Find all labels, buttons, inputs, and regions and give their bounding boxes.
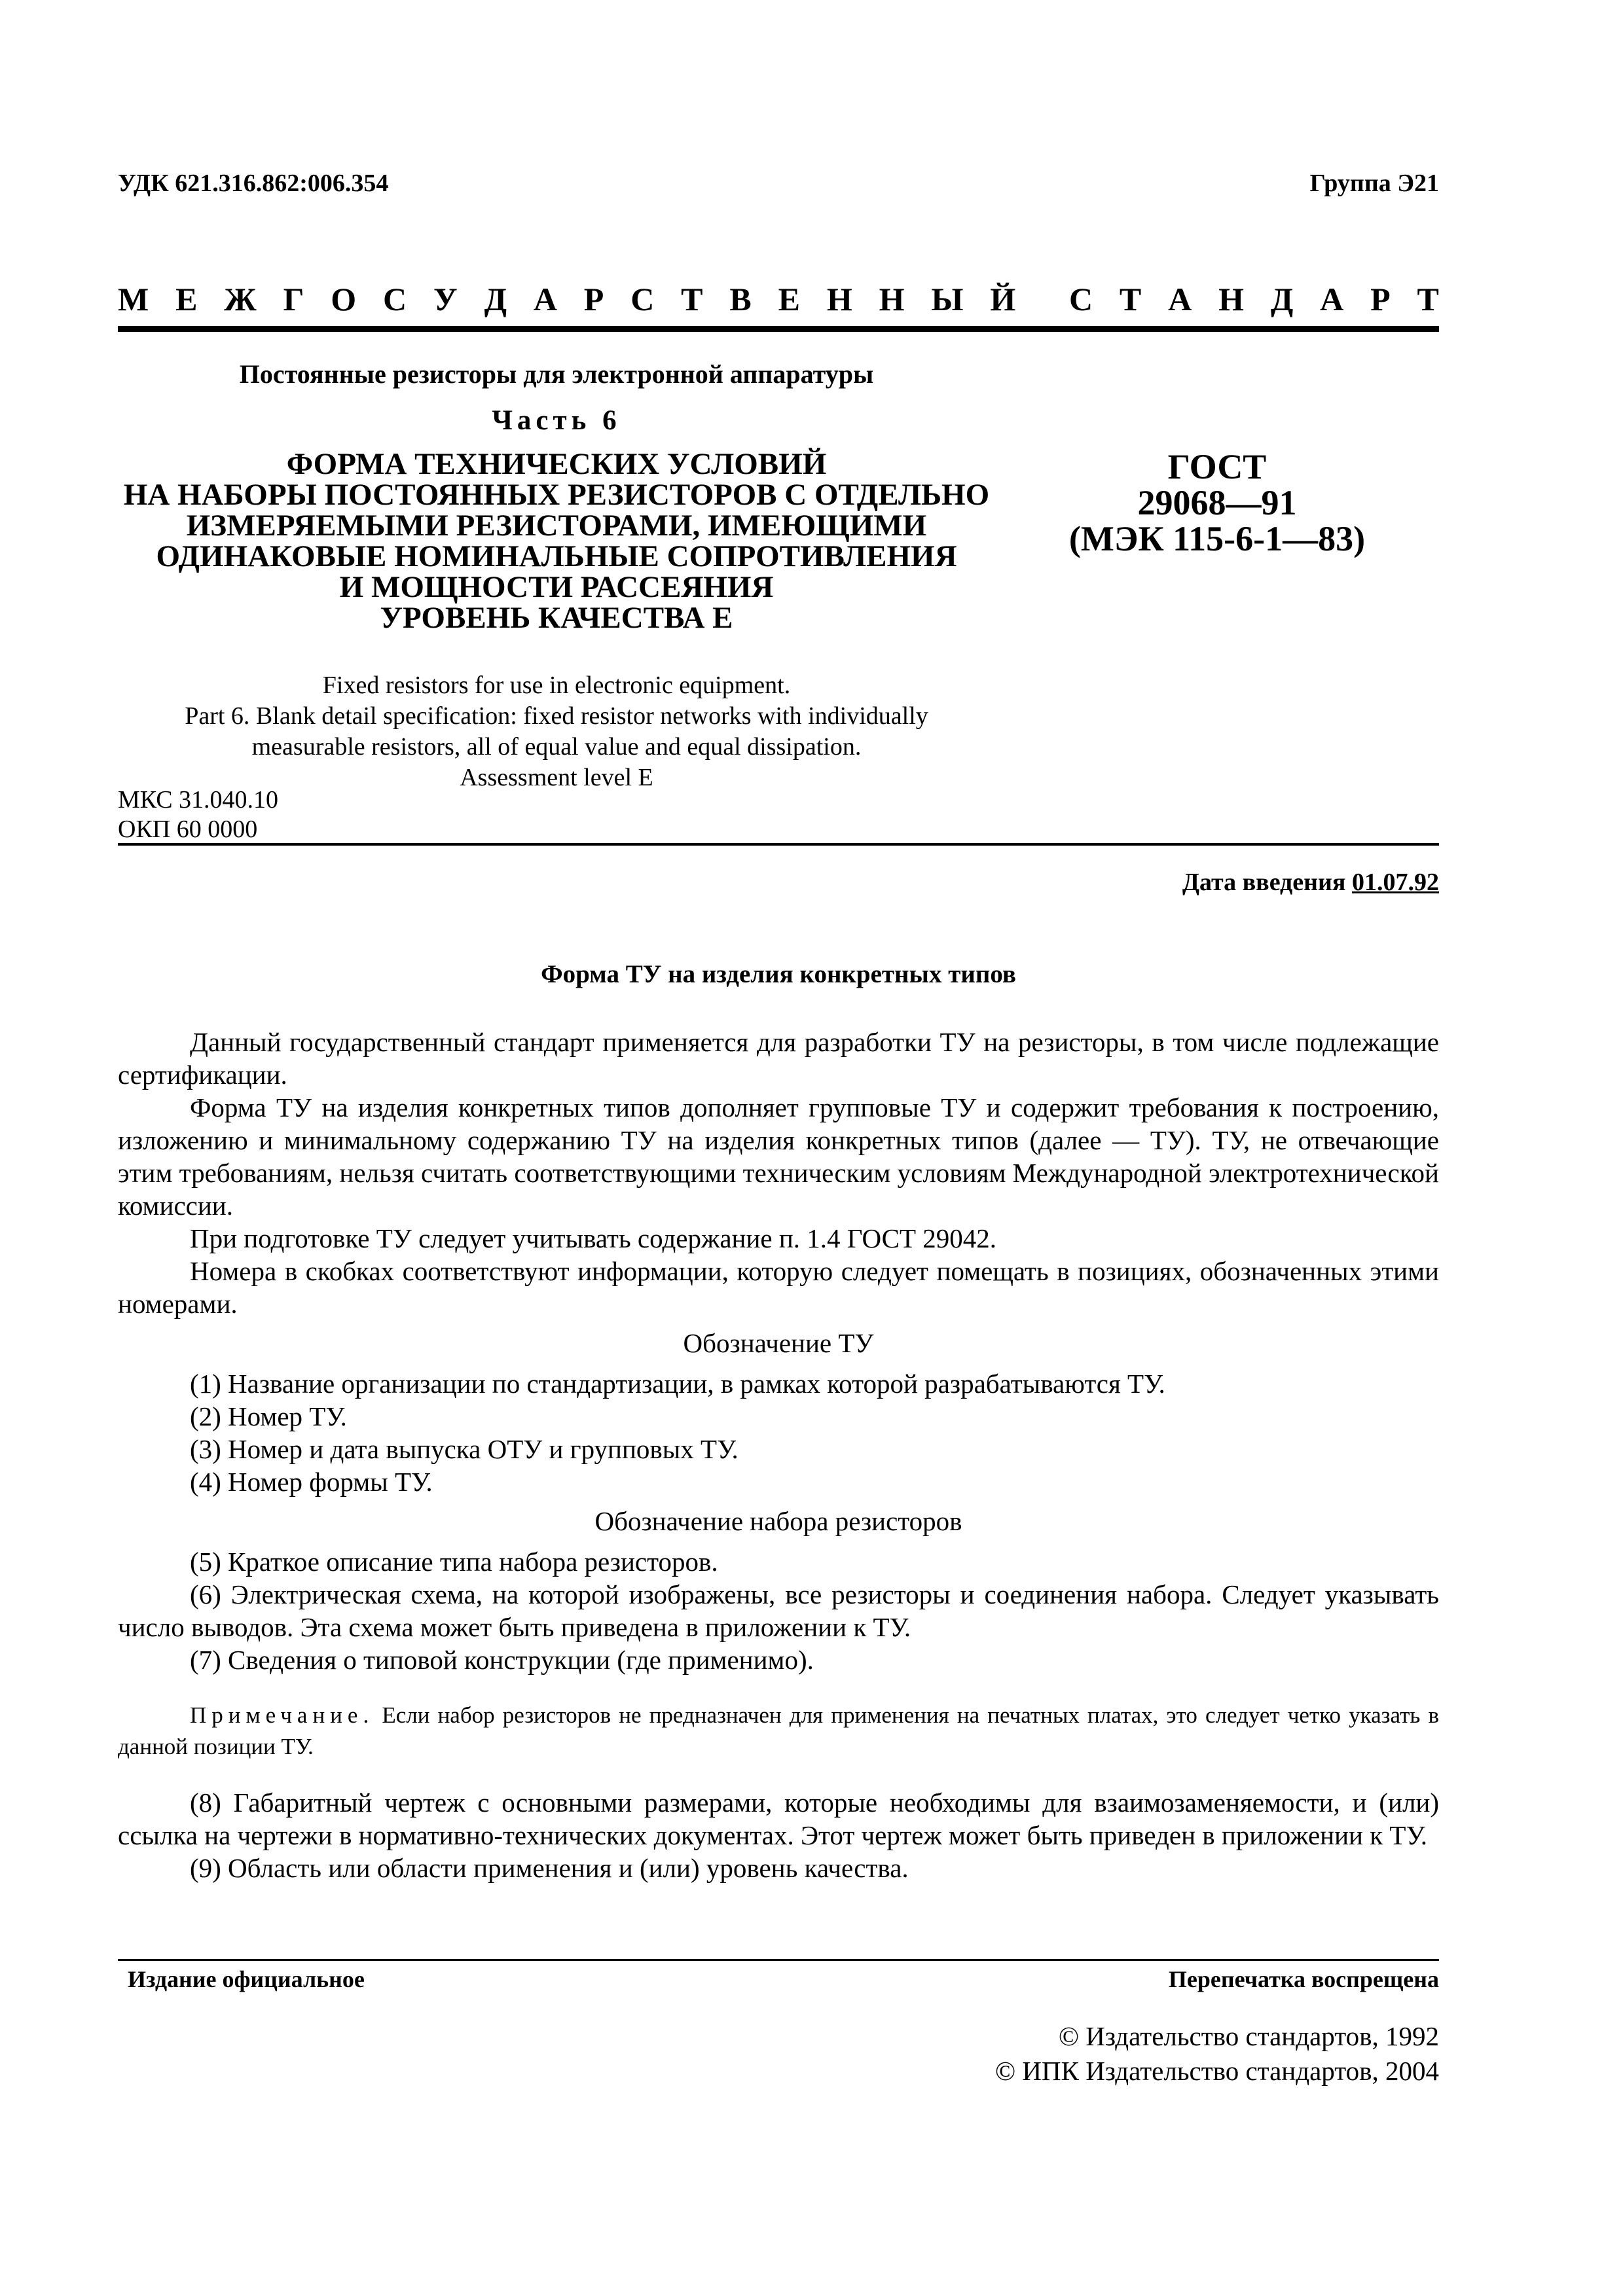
banner-letter: А: [1168, 281, 1192, 317]
english-title: [118, 670, 995, 793]
gost-line: ГОСТ: [1167, 447, 1267, 486]
list-item: (1) Название организации по стандартизации, в рамках которой разрабатываются ТУ.: [190, 1369, 1165, 1399]
banner-letter: О: [331, 281, 357, 317]
banner-letter: Ж: [224, 281, 257, 317]
banner-letter: Е: [175, 281, 198, 317]
banner-letter: С: [1068, 281, 1093, 317]
main-title-line: НА НАБОРЫ ПОСТОЯННЫХ РЕЗИСТОРОВ С ОТДЕЛЬНО: [123, 478, 990, 512]
copyright-line: © Издательство стандартов, 1992: [1058, 2021, 1439, 2051]
classification-codes: [118, 785, 278, 844]
banner-letter: А: [1320, 281, 1344, 317]
banner-letter: Д: [1270, 281, 1294, 317]
banner-letter: С: [630, 281, 655, 317]
banner-letter: Н: [1218, 281, 1245, 317]
paragraph: Форма ТУ на изделия конкретных типов дополняет групповые ТУ и содержит требования к построению, изложению и минимальному содержанию ТУ на изделия конкретных типов (далее — ТУ). ТУ, не отвечающие этим требованиям, нельзя считать соответствующими техническим условиям Международной электротехнической комиссии.: [118, 1092, 1439, 1221]
banner-letter: Т: [681, 281, 703, 317]
banner-letter: Г: [283, 281, 304, 317]
list-item: (3) Номер и дата выпуска ОТУ и групповых ТУ.: [190, 1434, 739, 1464]
paragraph: При подготовке ТУ следует учитывать содержание п. 1.4 ГОСТ 29042.: [190, 1223, 996, 1253]
copyright-line: © ИПК Издательство стандартов, 2004: [994, 2056, 1439, 2086]
main-title-line: ОДИНАКОВЫЕ НОМИНАЛЬНЫЕ СОПРОТИВЛЕНИЯ: [156, 539, 957, 573]
reprint-prohibited-label: Перепечатка воспрещена: [1168, 1966, 1439, 1992]
official-edition-label: Издание официальное: [128, 1966, 365, 1992]
standard-type-banner: [118, 280, 1439, 318]
banner-letter: Т: [1417, 281, 1439, 317]
note-text: Если набор резисторов не предназначен для применения на печатных платах, это следует четко указать в данной позиции ТУ.: [118, 1702, 1439, 1759]
group-code: Группа Э21: [1309, 170, 1439, 197]
main-title-line: ФОРМА ТЕХНИЧЕСКИХ УСЛОВИЙ: [286, 447, 827, 481]
form-title: Форма ТУ на изделия конкретных типов: [541, 960, 1016, 988]
banner-letter: Е: [778, 281, 800, 317]
list-item: (6) Электрическая схема, на которой изображены, все резисторы и соединения набора. Следует указывать число выводов. Эта схема может быть приведена в приложении к ТУ.: [118, 1579, 1439, 1642]
banner-letter: М: [118, 281, 149, 317]
english-title-line: Fixed resistors for use in electronic equipment.: [322, 672, 791, 699]
intro-date-label: Дата введения: [1182, 869, 1346, 896]
paragraph: Номера в скобках соответствуют информации, которую следует помещать в позициях, обозначенных этими номерами.: [118, 1256, 1439, 1319]
english-title-line: Assessment level E: [460, 764, 653, 791]
section-heading: Обозначение ТУ: [683, 1328, 874, 1358]
banner-letter: Н: [826, 281, 852, 317]
banner-letter: А: [533, 281, 557, 317]
header-rule: [118, 843, 1439, 846]
main-title-line: И МОЩНОСТИ РАССЕЯНИЯ: [339, 570, 774, 604]
udk-code: УДК 621.316.862:006.354: [118, 170, 389, 197]
banner-letter: Д: [484, 281, 507, 317]
banner-rule: [118, 326, 1439, 332]
list-item: (8) Габаритный чертеж с основными размерами, которые необходимы для взаимозаменяемости, и (или) ссылка на чертежи в нормативно-технических документах. Этот чертеж может быть приведен в приложении к ТУ.: [118, 1787, 1439, 1850]
list-item: (5) Краткое описание типа набора резисторов.: [190, 1547, 718, 1577]
note: [118, 1700, 1439, 1763]
intro-date-value: 01.07.92: [1352, 869, 1439, 896]
series-title: Постоянные резисторы для электронной аппаратуры: [239, 359, 874, 389]
okp-code: ОКП 60 0000: [118, 816, 258, 843]
mks-code: МКС 31.040.10: [118, 786, 279, 814]
english-title-line: measurable resistors, all of equal value and equal dissipation.: [251, 733, 862, 761]
part-number: Часть 6: [492, 405, 621, 436]
banner-letter: У: [433, 281, 458, 317]
note-label: Примечание.: [190, 1702, 374, 1728]
gost-line: 29068—91: [1137, 483, 1297, 522]
gost-designation: [995, 449, 1439, 557]
english-title-line: Part 6. Blank detail specification: fixed resistor networks with individually: [185, 702, 928, 730]
gost-line: (МЭК 115-6-1—83): [1068, 519, 1366, 558]
banner-letter: Т: [1119, 281, 1142, 317]
banner-letter: Й: [990, 281, 1016, 317]
banner-letter: С: [383, 281, 407, 317]
list-item: (2) Номер ТУ.: [190, 1401, 347, 1431]
paragraph: Данный государственный стандарт применяется для разработки ТУ на резисторы, в том числе подлежащие сертификации.: [118, 1027, 1439, 1090]
copyright: [995, 2019, 1439, 2089]
banner-letter: Ы: [931, 281, 964, 317]
footer-rule: [118, 1959, 1439, 1961]
section-heading: Обозначение набора резисторов: [594, 1506, 962, 1536]
main-title-line: УРОВЕНЬ КАЧЕСТВА Е: [380, 601, 733, 635]
banner-letter: Р: [583, 281, 604, 317]
banner-letter: Н: [879, 281, 905, 317]
intro-date: [1182, 868, 1439, 897]
banner-letter: В: [729, 281, 752, 317]
list-item: (4) Номер формы ТУ.: [190, 1467, 433, 1497]
banner-letter: Р: [1370, 281, 1391, 317]
main-title: [118, 449, 995, 634]
list-item: (7) Сведения о типовой конструкции (где применимо).: [190, 1645, 814, 1675]
list-item: (9) Область или области применения и (или) уровень качества.: [190, 1853, 909, 1883]
document-body: [118, 1026, 1439, 1884]
main-title-line: ИЗМЕРЯЕМЫМИ РЕЗИСТОРАМИ, ИМЕЮЩИМИ: [186, 509, 927, 543]
